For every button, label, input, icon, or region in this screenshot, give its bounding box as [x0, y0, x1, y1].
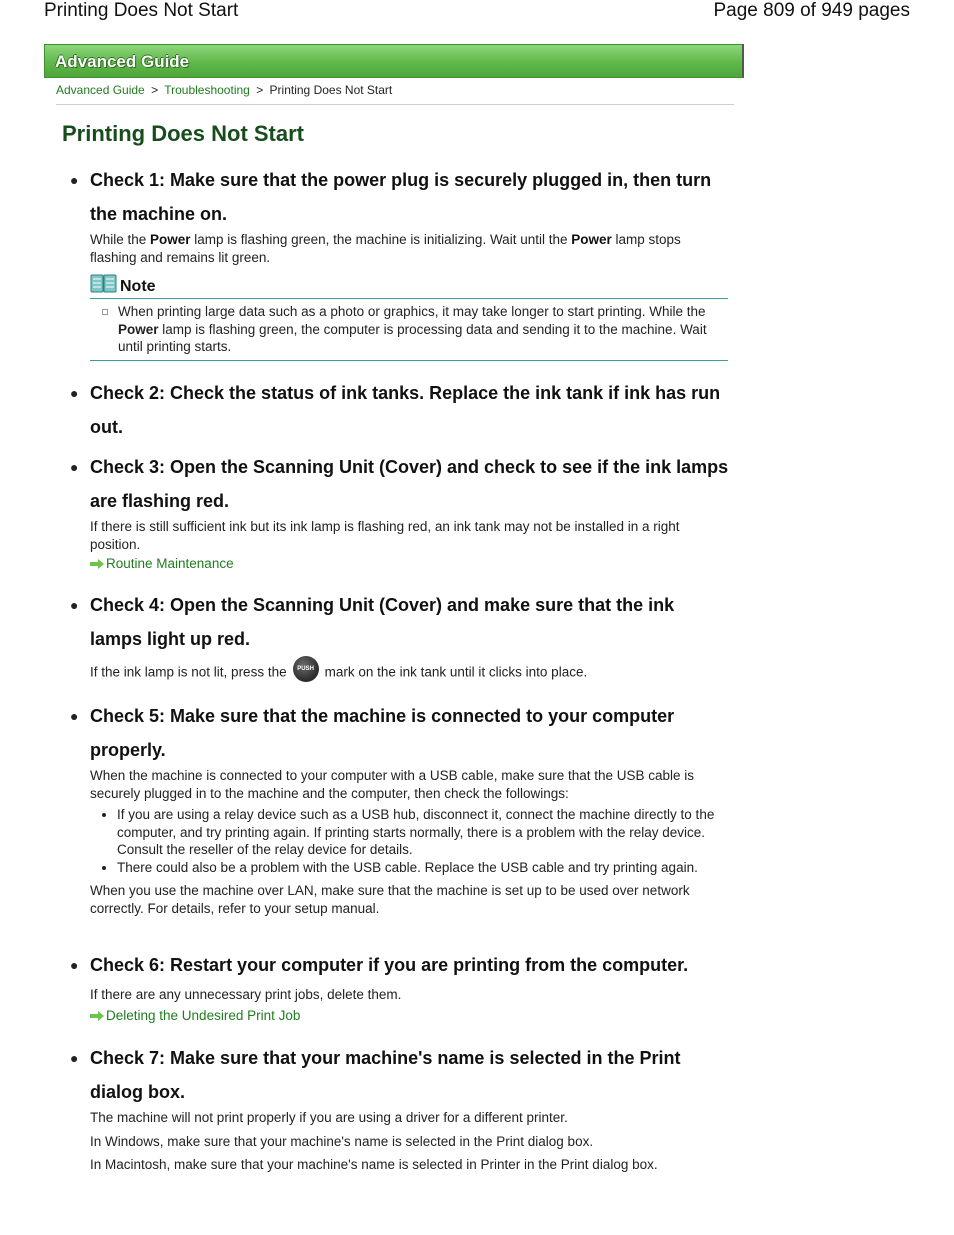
check-2-section — [70, 376, 730, 444]
breadcrumb-link-troubleshooting[interactable]: Troubleshooting — [164, 83, 250, 97]
check-4-body: If the ink lamp is not lit, press the PUSH mark on the ink tank until it clicks into place. — [90, 660, 730, 686]
breadcrumb — [56, 83, 734, 105]
page-header-page-info: Page 809 of 949 pages — [713, 0, 910, 21]
check-6-title: Check 6: Restart your computer if you are printing from the computer. — [90, 955, 689, 975]
breadcrumb-separator: > — [256, 83, 264, 97]
bullet-icon: ● — [70, 172, 79, 188]
check-4-title: Check 4: Open the Scanning Unit (Cover) and make sure that the ink lamps light up red. — [90, 595, 675, 649]
deleting-print-job-link[interactable]: Deleting the Undesired Print Job — [90, 1008, 300, 1023]
page-header-title: Printing Does Not Start — [44, 0, 239, 21]
bullet-icon: ● — [70, 708, 79, 724]
check-6-section — [70, 948, 730, 1004]
note-header — [90, 272, 728, 299]
bullet-icon: ● — [70, 385, 79, 401]
check-4-section — [70, 588, 730, 686]
check-7-paragraph-1: The machine will not print properly if you are using a driver for a different printer. — [90, 1110, 568, 1125]
check-2-title: Check 2: Check the status of ink tanks. Replace the ink tank if ink has run out. — [90, 383, 721, 437]
bullet-icon: ● — [70, 957, 79, 973]
check-5-body: When the machine is connected to your computer with a USB cable, make sure that the USB cable is securely plugged in to the machine and the computer, then check the followings: — [90, 768, 695, 801]
breadcrumb-link-advanced-guide[interactable]: Advanced Guide — [56, 83, 145, 97]
note-list — [90, 303, 728, 356]
check-5-section — [70, 699, 730, 917]
square-bullet-icon — [102, 309, 108, 315]
check-5-body-2: When you use the machine over LAN, make sure that the machine is set up to be used over network correctly. For details, refer to your setup manual. — [90, 883, 690, 916]
bullet-icon: ● — [70, 1050, 79, 1066]
check-1-title: Check 1: Make sure that the power plug is securely plugged in, then turn the machine on. — [90, 170, 712, 224]
note-item: When printing large data such as a photo or graphics, it may take longer to start printing. While the Power lamp is flashing green, the computer is processing data and sending it to the machine. Wait until printing starts. — [118, 303, 728, 356]
advanced-guide-banner — [44, 44, 744, 78]
green-arrow-icon — [90, 1011, 104, 1021]
note-book-icon — [90, 274, 118, 294]
check-1-section — [70, 163, 730, 266]
check-1-body: While the Power lamp is flashing green, the machine is initializing. Wait until the Power lamp stops flashing and remains lit green. — [90, 232, 681, 265]
green-arrow-icon — [90, 559, 104, 569]
check-7-title: Check 7: Make sure that your machine's name is selected in the Print dialog box. — [90, 1048, 681, 1102]
check-3-section — [70, 450, 730, 553]
banner-label: Advanced Guide — [55, 52, 190, 71]
push-mark-icon: PUSH — [293, 656, 319, 682]
check-5-list — [70, 806, 730, 876]
routine-maintenance-link[interactable]: Routine Maintenance — [90, 556, 234, 571]
page-title: Printing Does Not Start — [62, 121, 305, 146]
check-7-section — [70, 1041, 730, 1174]
list-item: • If you are using a relay device such as a USB hub, disconnect it, connect the machine directly to the computer, and try printing again. If printing starts normally, there is a problem with the relay device. Consult the reseller of the relay device for details. — [117, 806, 730, 859]
check-6-body: If there are any unnecessary print jobs, delete them. — [90, 987, 402, 1002]
check-5-title: Check 5: Make sure that the machine is connected to your computer properly. — [90, 706, 675, 760]
check-3-body: If there is still sufficient ink but its ink lamp is flashing red, an ink tank may not be installed in a right position. — [90, 519, 680, 552]
note-label: Note — [120, 278, 156, 295]
list-item: • There could also be a problem with the USB cable. Replace the USB cable and try printing again. — [117, 859, 730, 877]
note-box — [90, 272, 728, 361]
bullet-icon: ● — [70, 459, 79, 475]
bullet-icon: ● — [70, 597, 79, 613]
check-7-paragraph-2: In Windows, make sure that your machine's name is selected in the Print dialog box. — [90, 1133, 594, 1149]
breadcrumb-current: Printing Does Not Start — [269, 83, 393, 97]
breadcrumb-separator: > — [151, 83, 159, 97]
check-3-title: Check 3: Open the Scanning Unit (Cover) and check to see if the ink lamps are flashing red. — [90, 457, 729, 511]
check-7-paragraph-3: In Macintosh, make sure that your machine's name is selected in Printer in the Print dialog box. — [90, 1157, 658, 1172]
